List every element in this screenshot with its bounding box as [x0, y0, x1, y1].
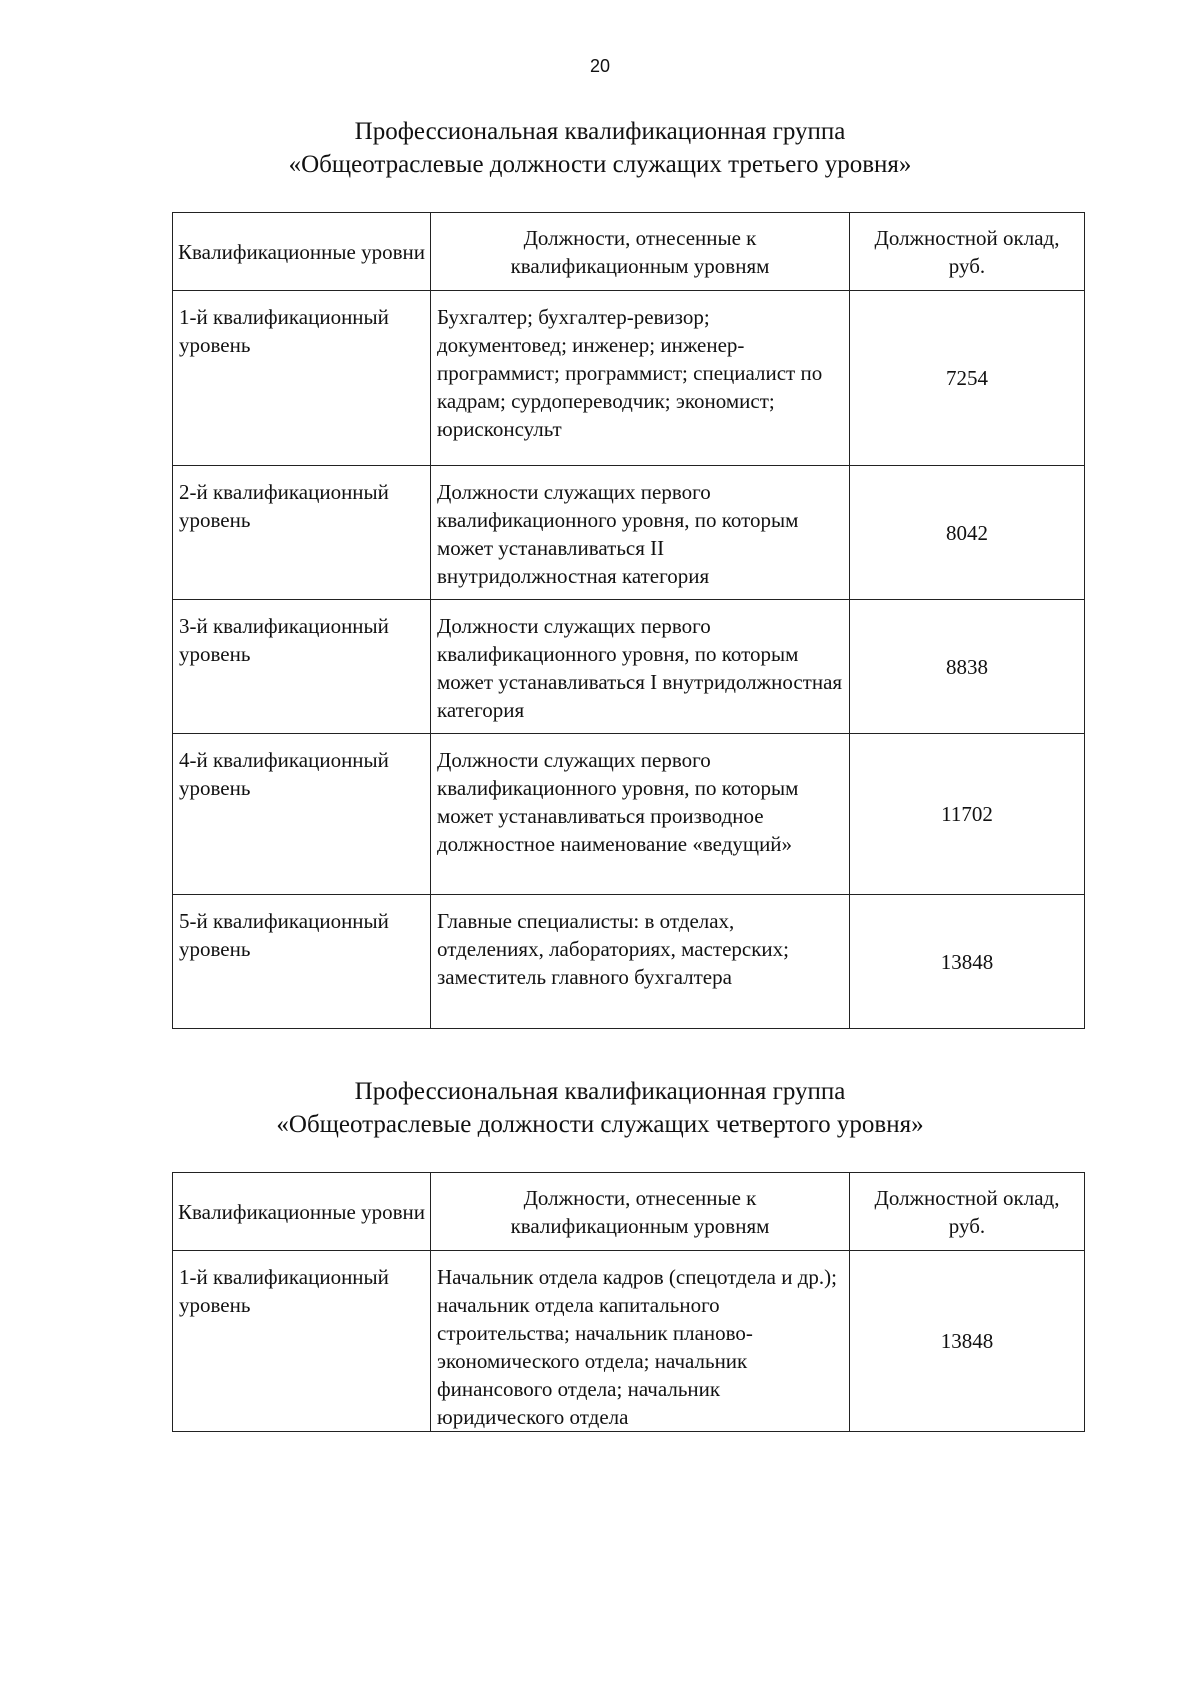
salary-cell: 11702: [850, 734, 1085, 895]
table-row: [173, 1251, 1085, 1432]
positions-cell: Должности служащих первого квалификационного уровня, по которым может устанавливаться производное должностное наименование «ведущий»: [431, 734, 850, 895]
level-cell: 3-й квалификационный уровень: [173, 600, 431, 734]
page-number: 20: [589, 56, 611, 76]
salary-cell: 13848: [850, 895, 1085, 1029]
header-positions: Должности, отнесенные к квалификационным уровням: [431, 1173, 850, 1251]
level-cell: 1-й квалификационный уровень: [173, 291, 431, 466]
header-levels: Квалификационные уровни: [173, 213, 431, 291]
salary-cell: 7254: [850, 291, 1085, 466]
header-positions: Должности, отнесенные к квалификационным уровням: [431, 213, 850, 291]
salary-cell: 13848: [850, 1251, 1085, 1432]
header-levels: Квалификационные уровни: [173, 1173, 431, 1251]
salary-cell: 8042: [850, 466, 1085, 600]
qualification-table-third-level: [172, 212, 1085, 1029]
table-row: [173, 600, 1085, 734]
positions-cell: Бухгалтер; бухгалтер-ревизор; документовед; инженер; инженер-программист; программист; специалист по кадрам; сурдопереводчик; экономист; юрисконсульт: [431, 291, 850, 466]
section-title-third-level: [0, 115, 1200, 181]
header-salary: Должностной оклад, руб.: [850, 1173, 1085, 1251]
table-row: [173, 734, 1085, 895]
table-header-row: [173, 213, 1085, 291]
positions-cell: Должности служащих первого квалификационного уровня, по которым может устанавливаться II внутридолжностная категория: [431, 466, 850, 600]
level-cell: 5-й квалификационный уровень: [173, 895, 431, 1029]
section-title-line: «Общеотраслевые должности служащих третьего уровня»: [288, 151, 912, 178]
section-title-line: Профессиональная квалификационная группа: [354, 118, 846, 145]
header-salary: Должностной оклад, руб.: [850, 213, 1085, 291]
positions-cell: Начальник отдела кадров (спецотдела и др.); начальник отдела капитального строительства; начальник планово-экономического отдела; начальник финансового отдела; начальник юридического отдела: [431, 1251, 850, 1432]
positions-cell: Должности служащих первого квалификационного уровня, по которым может устанавливаться I внутридолжностная категория: [431, 600, 850, 734]
level-cell: 2-й квалификационный уровень: [173, 466, 431, 600]
qualification-table-fourth-level: [172, 1172, 1085, 1432]
section-title-line: «Общеотраслевые должности служащих четвертого уровня»: [276, 1111, 924, 1138]
salary-cell: 8838: [850, 600, 1085, 734]
table-row: [173, 895, 1085, 1029]
section-title-line: Профессиональная квалификационная группа: [354, 1078, 846, 1105]
section-title-fourth-level: [0, 1075, 1200, 1141]
table-header-row: [173, 1173, 1085, 1251]
table-row: [173, 291, 1085, 466]
level-cell: 1-й квалификационный уровень: [173, 1251, 431, 1432]
level-cell: 4-й квалификационный уровень: [173, 734, 431, 895]
positions-cell: Главные специалисты: в отделах, отделениях, лабораториях, мастерских; заместитель главного бухгалтера: [431, 895, 850, 1029]
table-row: [173, 466, 1085, 600]
